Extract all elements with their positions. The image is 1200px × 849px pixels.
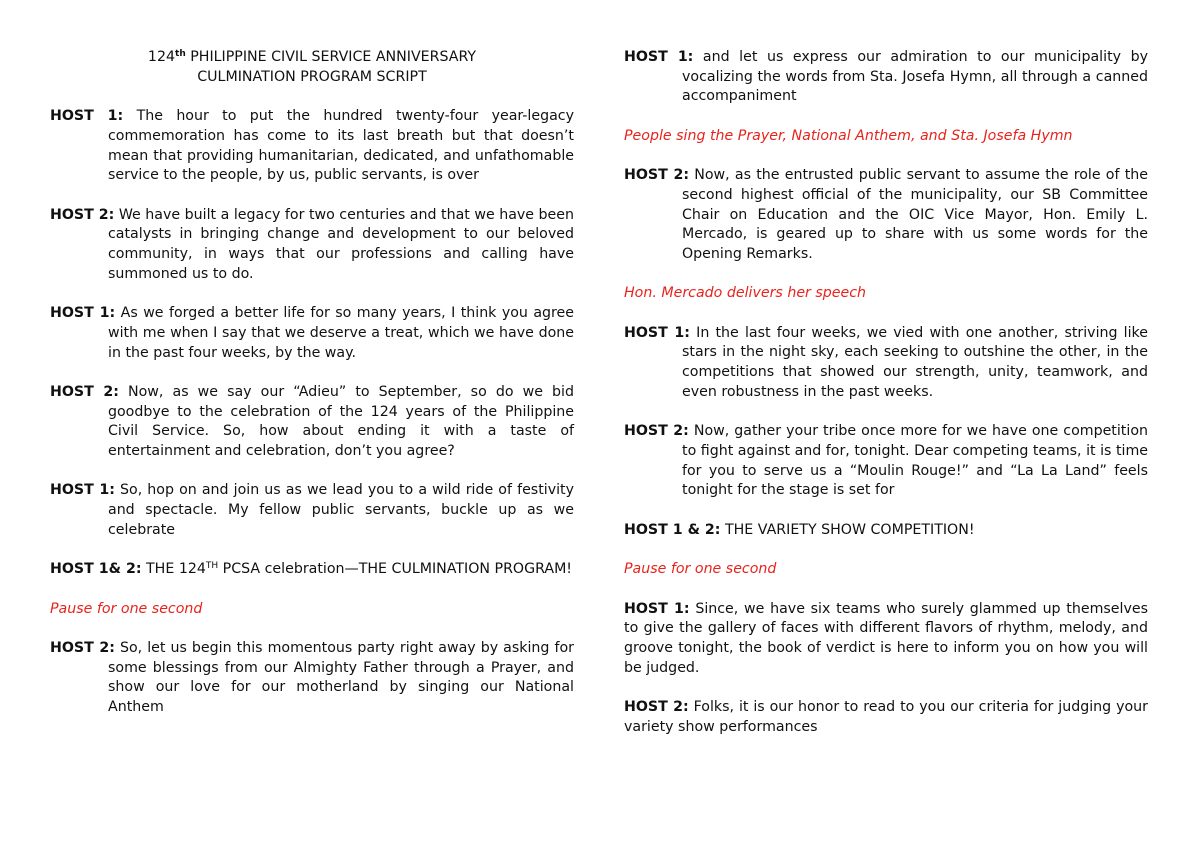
speaker-label: HOST 2: [50,206,115,223]
speaker-label: HOST 1: [50,108,124,125]
speaker-label: HOST 2: [624,423,689,440]
speaker-label: HOST 1: [50,482,115,499]
script-line [624,698,1148,737]
stage-direction: Pause for one second [50,600,203,617]
dialogue-text: Now, as the entrusted public servant to assume the role of the second highest official of the municipality, our SB Committee Chair on Education and the OIC Vice Mayor, Hon. Emily L. Mercado, is geared up to share with us some words for the Opening Remarks. [682,167,1148,262]
script-line [50,107,574,186]
dialogue-text: So, let us begin this momentous party right away by asking for some blessings from our Almighty Father through a Prayer, and show our love for our motherland by singing our National Anthem [108,639,574,716]
speaker-label: HOST 2: [624,167,690,184]
dialogue-text: Folks, it is our honor to read to you our criteria for judging your variety show performances [624,699,1148,735]
script-line [624,422,1148,501]
document-title [50,48,574,87]
stage-direction: Pause for one second [624,561,777,578]
dialogue-text: THE VARIETY SHOW COMPETITION! [724,521,975,538]
dialogue-text: We have built a legacy for two centuries and that we have been catalysts in bringing change and development to our beloved community, in ways that our professions and calling have summoned us to do. [108,206,574,282]
speaker-label: HOST 1: [624,49,694,65]
dialogue-text: So, hop on and join us as we lead you to a wild ride of festivity and spectacle. My fellow public servants, buckle up as we celebrate [108,482,574,538]
script-line [624,521,1148,541]
dialogue-text: Now, gather your tribe once more for we have one competition to fight against and for, tonight. Dear competing teams, it is time for you to serve us a “Moulin Rouge!” and “La La Land” feels tonight for the stage is set for [682,423,1148,499]
speaker-label: HOST 2: [50,383,119,400]
speaker-label: HOST 2: [50,639,115,656]
title-line-2: CULMINATION PROGRAM SCRIPT [197,68,427,85]
title-line-1: 124th PHILIPPINE CIVIL SERVICE ANNIVERSARY [147,49,477,65]
stage-direction: People sing the Prayer, National Anthem, and Sta. Josefa Hymn [624,127,1073,144]
speaker-label: HOST 1: [50,305,116,322]
script-line [624,166,1148,265]
dialogue-text: The hour to put the hundred twenty-four year-legacy commemoration has come to its last breath but that doesn’t mean that providing humanitarian, dedicated, and unfathomable service to the people, by us, public servants, is over [108,108,574,184]
speaker-label: HOST 1: [624,324,690,341]
script-line [624,600,1148,679]
dialogue-text: THE 124TH PCSA celebration—THE CULMINATION PROGRAM! [146,561,572,578]
dialogue-text: Since, we have six teams who surely glammed up themselves to give the gallery of faces with different flavors of rhythm, melody, and groove tonight, the book of verdict is here to inform you on how you will be judged. [624,600,1148,676]
script-line [624,48,1148,107]
speaker-label: HOST 1& 2: [50,561,142,578]
dialogue-text: Now, as we say our “Adieu” to September, so do we bid goodbye to the celebration of the 124 years of the Philippine Civil Service. So, how about ending it with a taste of entertainment and celebration, don’t you agree? [108,383,574,459]
left-column [50,48,574,737]
script-line [50,560,574,580]
script-line [50,304,574,363]
script-line [50,383,574,462]
speaker-label: HOST 1 & 2: [624,521,721,538]
script-line [624,324,1148,403]
dialogue-text: In the last four weeks, we vied with one another, striving like stars in the night sky, each seeking to outshine the other, in the competitions that showed our strength, unity, teamwork, and even robustness in the past weeks. [682,324,1148,400]
stage-direction: Hon. Mercado delivers her speech [624,285,867,302]
speaker-label: HOST 2: [624,699,689,716]
right-column [624,48,1148,757]
script-line [50,639,574,718]
dialogue-text: and let us express our admiration to our municipality by vocalizing the words from Sta. Josefa Hymn, all through a canned accompaniment [682,49,1148,105]
dialogue-text: As we forged a better life for so many years, I think you agree with me when I say that we deserve a treat, which we have done in the past four weeks, by the way. [108,305,574,361]
script-line [50,481,574,540]
speaker-label: HOST 1: [624,600,690,617]
script-line [50,206,574,285]
